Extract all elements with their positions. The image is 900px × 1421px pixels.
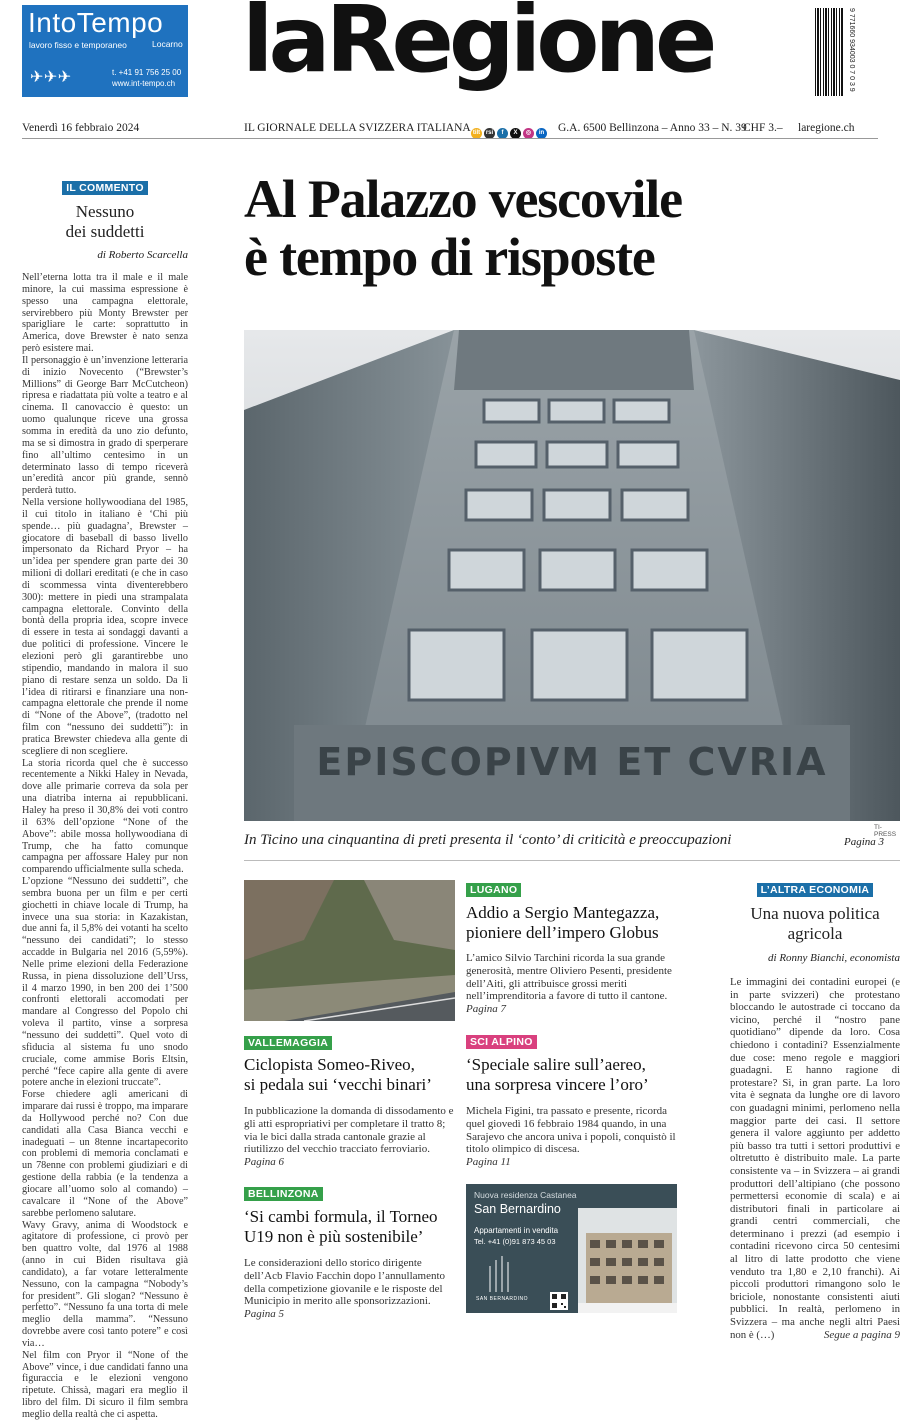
barcode xyxy=(815,8,843,96)
photo-caption: In Ticino una cinquantina di preti presenta il ‘conto’ di criticità e preoccupazioni xyxy=(244,832,732,848)
paragraph: Nella versione hollywoodiana del 1985, il cui titolo in italiano è ‘Chi più spende… più guadagna’, Brewster – giocatore di baseball di basso livello impersonato da Richard Pryor – ha un’idea per spendere gran parte dei 30 milioni di dollari ereditati (e che in caso di scommessa vinta diventerebbero 300): mettere in piedi una strampalata campagna elettorale. Convinto della bontà della propria idea, scopre invece di essere in testa ai sondaggi davanti a due politici di professione. Vincere le elezioni però gli garantirebbe uno stipendio, mandando in malora il suo piano di restare senza un soldo. Da lì l’idea di ritirarsi e finanziare una non-campagna elettorale che prende il nome di “None of the Above”, (tradotto nel film con “nessuno dei suddetti”): in pratica Brewster chiedeva alla gente di scegliere di non scegliere. xyxy=(22,497,188,757)
residence-building-image xyxy=(578,1208,677,1313)
title-line: una sorpresa vincere l’oro’ xyxy=(466,1075,649,1094)
article-title[interactable] xyxy=(466,903,691,943)
title-line: si pedala sui ‘vecchi binari’ xyxy=(244,1075,432,1094)
ad-web: www.int-tempo.ch xyxy=(112,79,176,88)
main-headline[interactable] xyxy=(244,170,884,286)
lugano-label-wrap xyxy=(466,880,521,898)
birds-icon: ✈ ✈ ✈ xyxy=(30,69,70,86)
divider xyxy=(244,860,900,861)
paragraph: Wavy Gravy, anima di Woodstock e agitatore di professione, ci provò per ben quattro volte, dal 1976 al 1988 (anno in cui Biden risultava già candidato), a far votare letteralmente Nessuno, con la campagna “Nobody’s for president”. Gli slogan? “Nessuno è perfetto”. “Nessuno fa una torta di mele meglio della mamma”. “Nessuno dovrebbe avere così tanto potere” e così via… xyxy=(22,1219,188,1349)
title-line: dei suddetti xyxy=(65,222,145,241)
section-label: BELLINZONA xyxy=(244,1187,323,1201)
issue-date: Venerdì 16 febbraio 2024 xyxy=(22,122,140,134)
vallemaggia-label-wrap xyxy=(244,1033,332,1051)
photo-credit: TI-PRESS xyxy=(874,824,897,838)
paragraph: L’opzione “Nessuno dei suddetti”, che sembra buona per un film e per certi giochetti in chiave locale di Trump, ha invece una sua storia: in Kazakistan, due anni fa, il 5,8% dei votanti ha scelto “nessuno dei candidati”; lo stesso accadde in Bulgaria nel 2016 (5,59%). Nelle prime elezioni della Federazione Russa, in piena dissoluzione dell’Urss, il 4 marzo 1990, in ben 200 dei 1’500 confronti elettorali accomodati per mandare al Congresso del Popolo chi voleva il partito, vinse a sorpresa “nessuno dei suddetti”. Quel voto di sfiducia al sistema fu uno snodo cruciale, come ammise Boris Eltsin, perché “fece capire alla gente di avere potere anche in elezioni truccate”. xyxy=(22,876,188,1089)
title-line: pioniere dell’impero Globus xyxy=(466,923,659,942)
commento-body xyxy=(22,272,188,1421)
ad-line: Tel. +41 (0)91 873 45 03 xyxy=(474,1237,556,1246)
section-label: LUGANO xyxy=(466,883,521,897)
economia-author: di Ronny Bianchi, economista xyxy=(768,952,900,964)
road-landscape-image xyxy=(244,880,455,1021)
commento-title[interactable] xyxy=(22,202,188,242)
paragraph: Nell’eterna lotta tra il male e il male minore, la cui massima espressione è spesso una campagna elettorale, servirebbero più Monty Brewster per sparigliare le carte: soprattutto in America, dove Brewster è nato senza però esistere mai. xyxy=(22,272,188,355)
ad-line: Nuova residenza Castanea xyxy=(474,1190,577,1200)
article-summary xyxy=(466,1105,678,1169)
cycle-path-photo[interactable] xyxy=(244,880,455,1021)
economia-label-wrap xyxy=(730,880,900,898)
mountain-logo-icon xyxy=(480,1256,520,1294)
ad-tel: t. +41 91 756 25 00 xyxy=(112,68,182,77)
advertisement-intotempo[interactable] xyxy=(22,5,188,97)
summary-text: Michela Figini, tra passato e presente, ricorda quel giovedì 16 febbraio 1984 quando, in una Sarajevo che ancora univa i popoli, conquistò il titolo olimpico di discesa. xyxy=(466,1105,676,1156)
instagram-icon[interactable]: ◎ xyxy=(523,128,534,139)
page-reference[interactable]: Pagina 5 xyxy=(244,1308,285,1321)
summary-text: Le considerazioni dello storico dirigente dell’Acb Flavio Facchin dopo l’annullamento della competizione giovanile e le risposte del Municipio in merito alle sponsorizzazioni. xyxy=(244,1257,446,1308)
headline-line: è tempo di risposte xyxy=(244,227,655,287)
section-label: IL COMMENTO xyxy=(62,181,148,195)
title-line: ‘Si cambi formula, il Torneo xyxy=(244,1207,438,1226)
summary-text: L’amico Silvio Tarchini ricorda la sua grande generosità, mentre Oliviero Pesenti, presidente dell’Aiti, gli attribuisce grossi meriti nell’imprenditoria a favore di tutto il cantone. xyxy=(466,952,672,1003)
paragraph: Nel film con Pryor il “None of the Above” vince, i due candidati fanno una figuraccia e le elezioni vengono ripetute. Chissà, magari era meglio il libro del film. Di sicuro il film sembra meglio della realtà che ci aspetta. xyxy=(22,1349,188,1420)
linkedin-icon[interactable]: in xyxy=(536,128,547,139)
page-reference[interactable]: Pagina 6 xyxy=(244,1156,285,1169)
paragraph: Il personaggio è un’invenzione letteraria di inizio Novecento (“Brewster’s Millions” di George Barr McCutcheon) ripresa e riadattata più volte a teatro e al cinema. Il canovaccio è questo: un uomo qualunque riceve una grossa somma in eredità da uno zio defunto, ma se si dimostra in grado di sperperare fino all’ultimo centesimo in un determinato lasso di tempo riceverà un’eredità ancor più grande, sennò perderà tutto. xyxy=(22,354,188,497)
title-line: Addio a Sergio Mantegazza, xyxy=(466,903,660,922)
inscription-text: EPISCOPIVM ET CVRIA xyxy=(316,740,828,784)
article-title[interactable] xyxy=(466,1055,691,1095)
title-line: Nessuno xyxy=(75,202,135,221)
barcode-number: 9 771660 934003 0 7 0 3 9 xyxy=(848,8,855,92)
title-line: agricola xyxy=(787,924,843,943)
title-line: ‘Speciale salire sull’aereo, xyxy=(466,1055,646,1074)
main-photo[interactable] xyxy=(244,330,900,821)
continue-link[interactable]: Segue a pagina 9 xyxy=(823,1328,900,1341)
website-link[interactable]: laregione.ch xyxy=(798,122,855,134)
newspaper-masthead[interactable]: laRegione xyxy=(242,0,713,93)
commento-label-wrap xyxy=(22,178,188,196)
ad-line: Appartamenti in vendita xyxy=(474,1226,559,1235)
price: CHF 3.– xyxy=(743,122,783,134)
x-icon[interactable]: X xyxy=(510,128,521,139)
ad-brand: IntoTempo xyxy=(28,7,164,38)
sci-alpino-label-wrap xyxy=(466,1032,537,1050)
advertisement-san-bernardino[interactable] xyxy=(466,1184,677,1313)
bellinzona-label-wrap xyxy=(244,1184,323,1202)
headline-line: Al Palazzo vescovile xyxy=(244,169,682,229)
title-line: Ciclopista Someo-Riveo, xyxy=(244,1055,415,1074)
ad-city: Locarno xyxy=(152,39,183,49)
newspaper-subtitle: IL GIORNALE DELLA SVIZZERA ITALIANA xyxy=(244,122,471,134)
section-label: L’ALTRA ECONOMIA xyxy=(757,883,874,897)
article-title[interactable] xyxy=(244,1207,464,1247)
page-reference[interactable]: Pagina 7 xyxy=(466,1003,507,1016)
divider xyxy=(22,138,878,139)
paragraph: Forse chiedere agli americani di imparare dai russi è troppo, ma imparare da Hollywood perché no? Con due candidati alla Casa Bianca vecchi e inadeguati – un 8tenne incartapecorito con problemi di memoria conclamati e un 78enne con problemi giudiziari e di gestione della rabbia (e la tendenza a giocare all’uomo solo al comando) – cavalcare il “None of the Above” sarebbe perlomeno salutare. xyxy=(22,1089,188,1219)
article-summary xyxy=(244,1105,458,1169)
facebook-icon[interactable]: f xyxy=(497,128,508,139)
article-summary xyxy=(466,952,678,1016)
economia-body xyxy=(730,976,900,1341)
ad-tagline: lavoro fisso e temporaneo xyxy=(29,40,127,50)
edition-info: G.A. 6500 Bellinzona – Anno 33 – N. 39 xyxy=(558,122,747,134)
title-line: U19 non è più sostenibile’ xyxy=(244,1227,424,1246)
page-reference[interactable]: Pagina 3 xyxy=(844,836,885,848)
rsi-icon[interactable]: rsi xyxy=(484,128,495,139)
ad-line: San Bernardino xyxy=(474,1202,561,1216)
summary-text: In pubblicazione la domanda di dissodamento e gli atti espropriativi per completare il tratto 8; via le bici dalla strada cantonale grazie al riutilizzo del vecchio tracciato ferroviario. xyxy=(244,1105,454,1156)
qr-code-icon xyxy=(550,1292,568,1310)
section-label: SCI ALPINO xyxy=(466,1035,537,1049)
article-summary xyxy=(244,1257,458,1321)
ad-line: SAN BERNARDINO xyxy=(476,1296,529,1302)
paragraph: La storia ricorda quel che è successo recentemente a Nikki Haley in Nevada, dove alle primarie correva da sola per una diatriba interna ai repubblicani. Haley ha preso il 30,8% dei voti contro il 63% dell’opzione “None of the Above”: abile mossa hollywoodiana di Trump, che ha fatto comunque campagna per affossare Haley pur non comparendo ufficialmente sulla scheda. xyxy=(22,757,188,876)
page-reference[interactable]: Pagina 11 xyxy=(466,1156,511,1169)
title-line: Una nuova politica xyxy=(750,904,880,923)
tilt-icon[interactable]: tilt xyxy=(471,128,482,139)
economia-title[interactable] xyxy=(730,904,900,944)
building-facade-image xyxy=(244,330,900,821)
article-title[interactable] xyxy=(244,1055,464,1095)
section-label: VALLEMAGGIA xyxy=(244,1036,332,1050)
commento-author: di Roberto Scarcella xyxy=(97,249,188,261)
body-text: Le immagini dei contadini europei (e in parte svizzeri) che protestano bloccando le autostrade ci toccano da vicino, perché il “nostro pane quotidiano” dipende da loro. Cosa chiedono i contadini? Essenzialmente due cose: meno regole e maggiori guadagni. E hanno ragione di protestare? Sì, in gran parte. La loro vita è segnata da lunghe ore di lavoro con guadagni minimi, perlomeno nella maggior parte dei casi. Il settore genera il valore aggiunto per addetto più basso tra tutti i settori produttivi e oltretutto è distribuito male. La parte consistente va – in Svizzera – ai grandi produttori dell’altipiano (che possono permettersi economie di scala) e ai distributori finali in particolare ai grandi centri commerciali, che determinano i prezzi (ad esempio i contadini ricevono circa 50 centesimi al litro di latte prodotto che viene venduto tra 1,80 e 2,10 franchi). Ai piccoli produttori rimangono solo le briciole, nonostante consistenti aiuti pubblici. In realtà, perlomeno in Svizzera – ma anche negli altri Paesi non è (…) xyxy=(730,976,900,1341)
